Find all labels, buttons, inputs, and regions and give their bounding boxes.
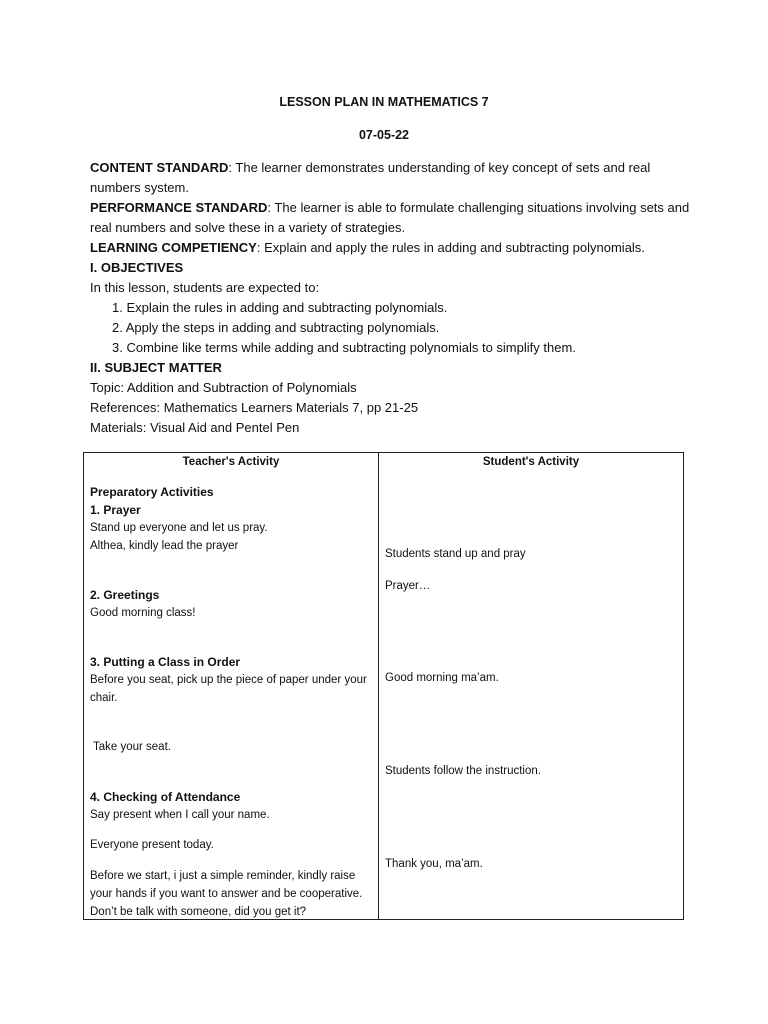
student-response: Students follow the instruction. [385,765,541,777]
document-date: 07-05-22 [358,128,410,142]
table-column-divider [378,453,379,919]
objective-item: 2. Apply the steps in adding and subtracting polynomials. [112,320,440,335]
performance-standard-text: : The learner is able to formulate challenging situations involving sets and real numbers and solve these in a variety of strategies. [90,200,690,235]
preparatory-heading: Preparatory Activities [90,485,214,499]
subject-references: References: Mathematics Learners Materials 7, pp 21-25 [90,400,419,415]
attendance-line: Everyone present today. [90,839,214,851]
order-heading: 3. Putting a Class in Order [90,655,241,669]
objectives-heading: I. OBJECTIVES [90,260,184,275]
student-response: Prayer… [385,580,431,592]
subject-topic: Topic: Addition and Subtraction of Polynomials [90,380,357,395]
teacher-activity-header: Teacher's Activity [182,456,280,468]
content-standard-text: : The learner demonstrates understanding of key concept of sets and real numbers system. [90,160,651,195]
content-standard [90,158,690,198]
learning-competency-text: : Explain and apply the rules in adding and subtracting polynomials. [256,240,645,255]
order-line: Before you seat, pick up the piece of paper under your chair. [90,674,367,704]
objectives-list [90,298,690,358]
learning-competency-label: LEARNING COMPETIENCY [90,240,257,255]
objective-item: 3. Combine like terms while adding and subtracting polynomials to simplify them. [112,340,576,355]
greetings-line: Good morning class! [90,607,196,619]
prayer-line: Althea, kindly lead the prayer [90,540,239,552]
student-response: Thank you, ma’am. [385,858,483,870]
attendance-line: Before we start, i just a simple reminder, kindly raise your hands if you want to answer and be cooperative. Don’t be talk with someone, did you get it? [90,870,363,918]
subject-matter-heading: II. SUBJECT MATTER [90,360,222,375]
student-activity-header: Student's Activity [482,456,580,468]
student-response: Good morning ma’am. [385,672,499,684]
subject-materials: Materials: Visual Aid and Pentel Pen [90,420,300,435]
document-title: LESSON PLAN IN MATHEMATICS 7 [279,95,489,109]
performance-standard-label: PERFORMANCE STANDARD [90,200,268,215]
objectives-intro: In this lesson, students are expected to: [90,280,320,295]
lesson-body [90,158,690,438]
prayer-line: Stand up everyone and let us pray. [90,522,268,534]
performance-standard [90,198,690,238]
objective-item: 1. Explain the rules in adding and subtracting polynomials. [112,300,448,315]
order-line: Take your seat. [90,741,171,753]
attendance-line: Say present when I call your name. [90,809,270,821]
prayer-heading: 1. Prayer [90,503,141,517]
content-standard-label: CONTENT STANDARD [90,160,229,175]
student-response: Students stand up and pray [385,548,526,560]
activity-table [83,452,684,920]
learning-competency [90,238,690,258]
greetings-heading: 2. Greetings [90,588,160,602]
attendance-heading: 4. Checking of Attendance [90,790,241,804]
